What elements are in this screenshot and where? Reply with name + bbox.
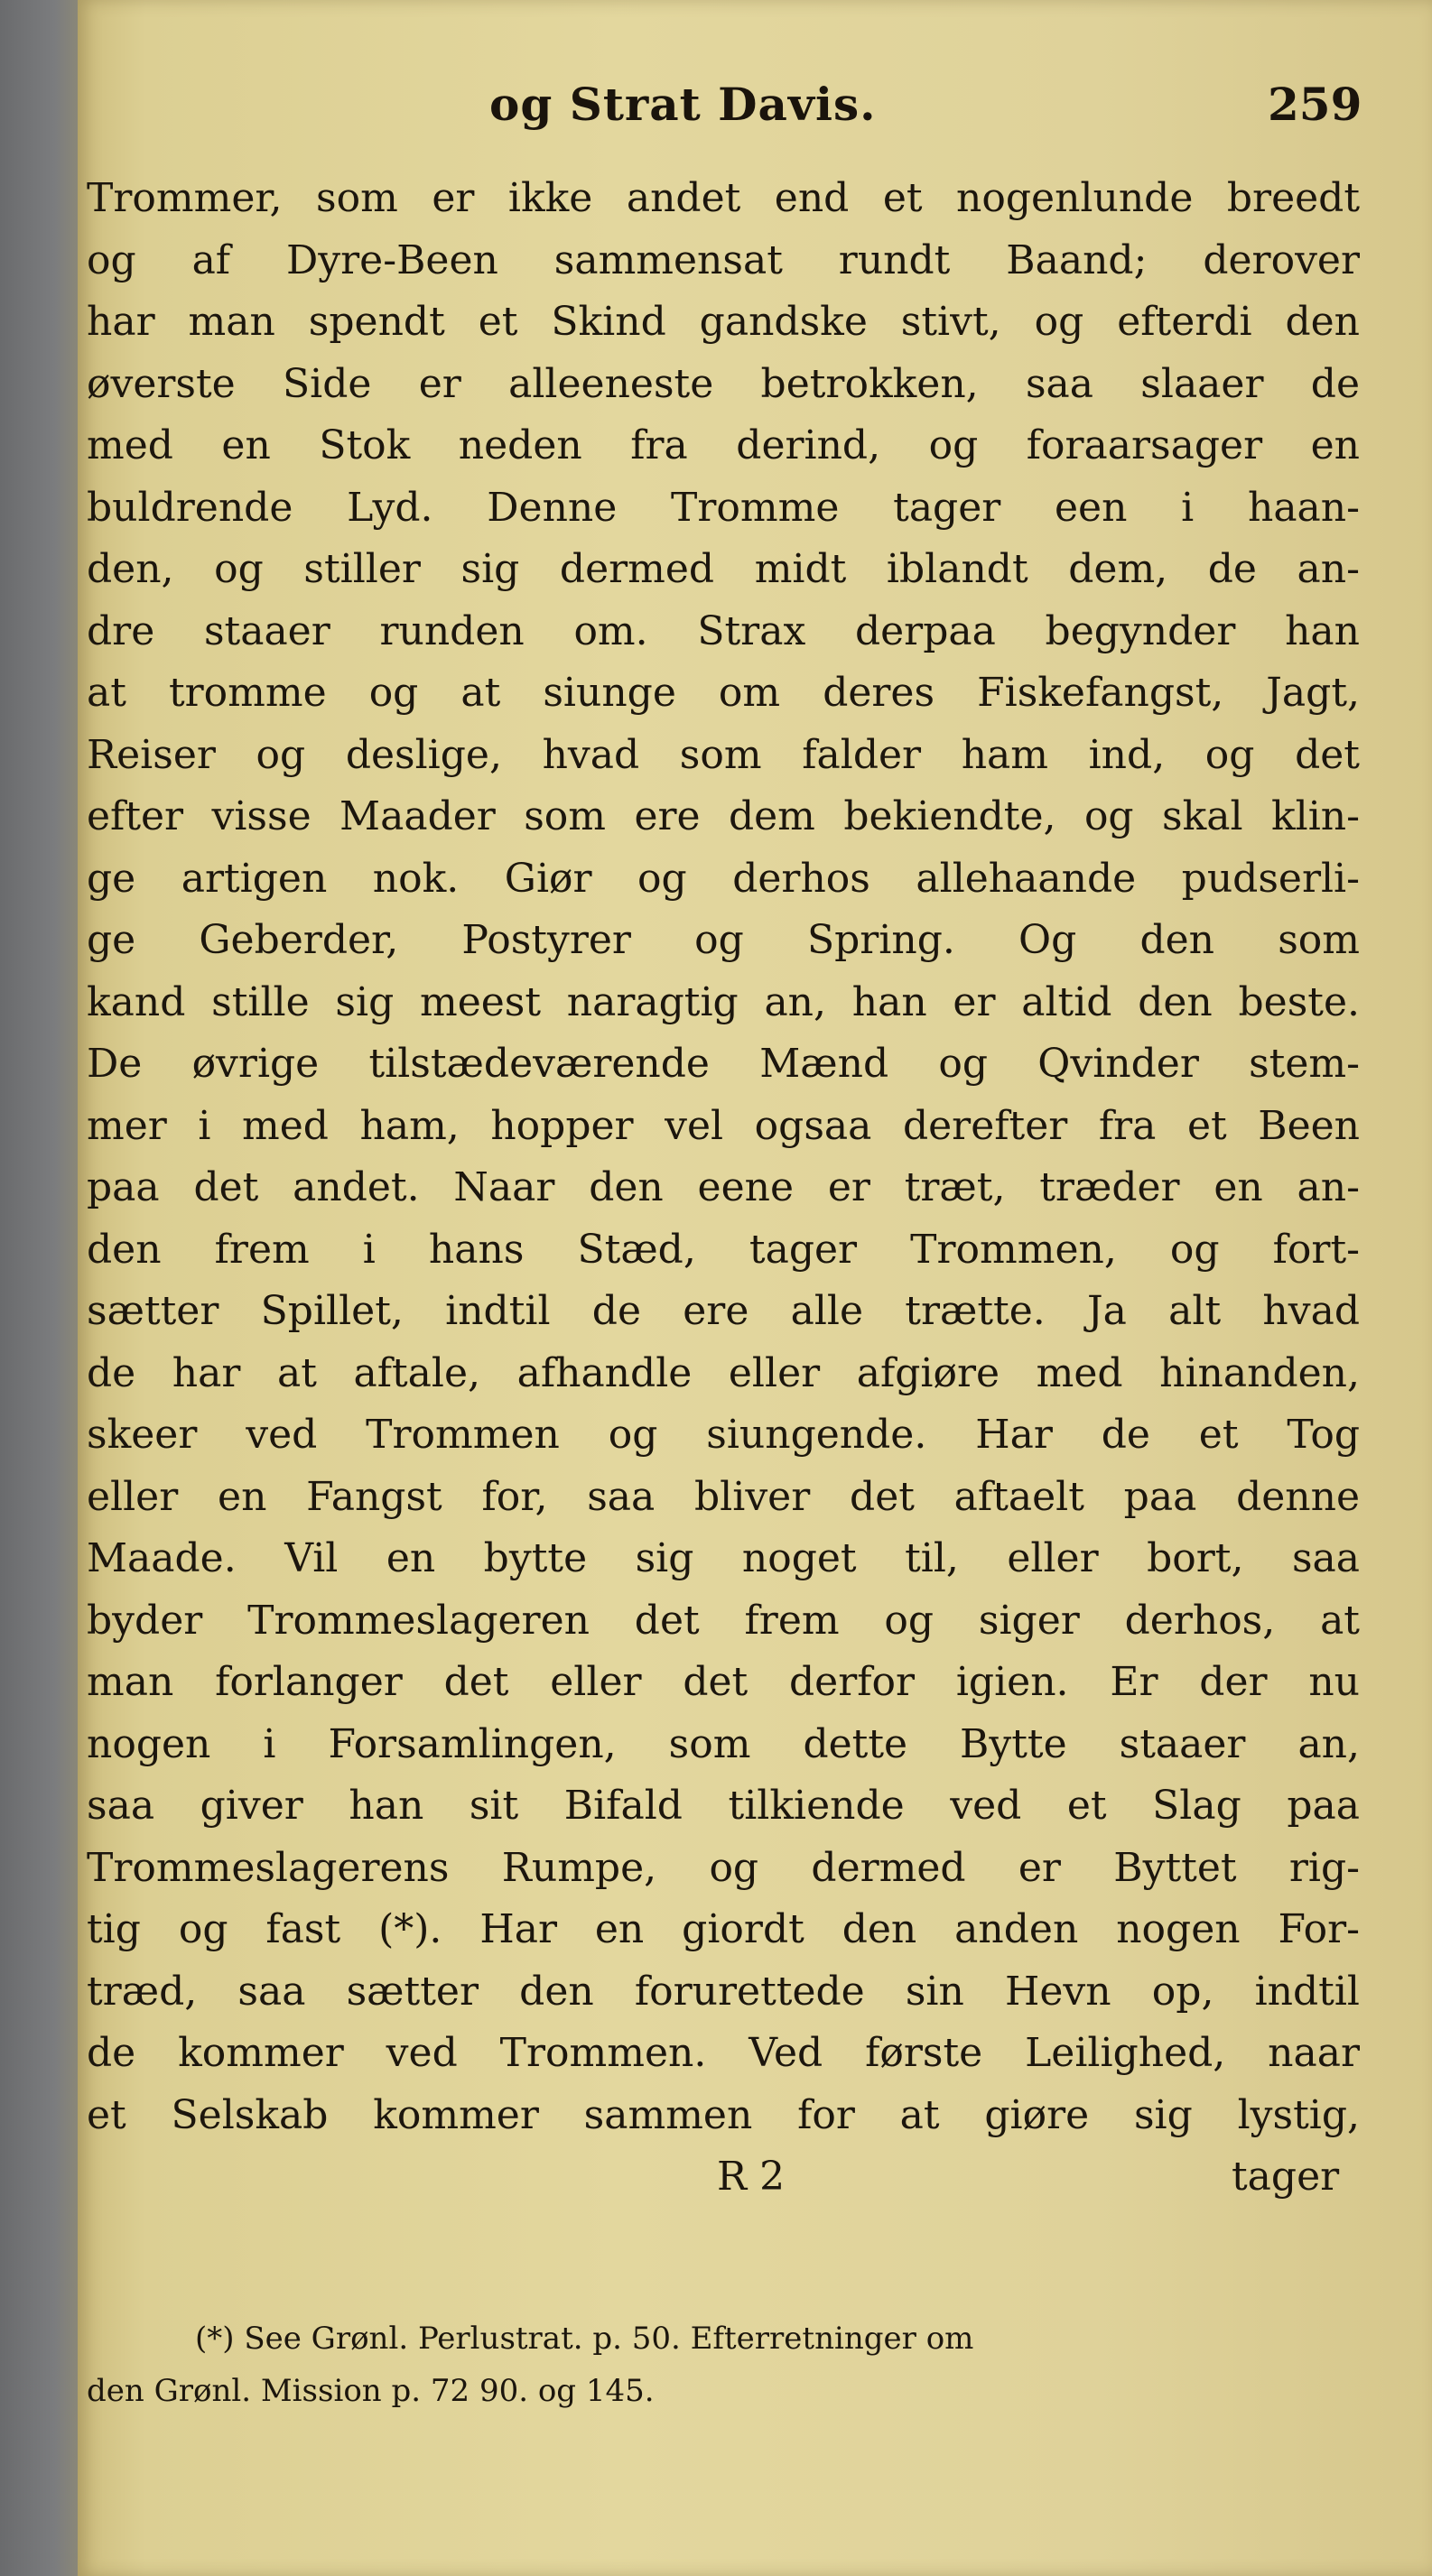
text-line: tig og fast (*). Har en giordt den anden nogen For- bbox=[87, 1906, 1360, 1952]
text-line: at tromme og at siunge om deres Fiskefangst, Jagt, bbox=[87, 670, 1360, 716]
text-line: eller en Fangst for, saa bliver det aftaelt paa denne bbox=[87, 1473, 1360, 1520]
page-header bbox=[78, 72, 1432, 153]
text-line: dre staaer runden om. Strax derpaa begynder han bbox=[87, 607, 1360, 654]
text-line: og af Dyre-Been sammensat rundt Baand; derover bbox=[87, 236, 1360, 283]
text-line: har man spendt et Skind gandske stivt, og efterdi den bbox=[87, 299, 1360, 345]
text-line: mer i med ham, hopper vel ogsaa derefter fra et Been bbox=[87, 1102, 1360, 1149]
page-number: 259 bbox=[1268, 78, 1362, 131]
text-line: Trommeslagerens Rumpe, og dermed er Byttet rig- bbox=[87, 1844, 1360, 1891]
signature-row bbox=[87, 2146, 1360, 2209]
text-line: ge Geberder, Postyrer og Spring. Og den som bbox=[87, 917, 1360, 963]
text-line: Trommer, som er ikke andet end et nogenlunde breedt bbox=[87, 175, 1360, 221]
footnote bbox=[87, 2312, 1360, 2417]
body-text bbox=[87, 168, 1360, 2209]
text-line: saa giver han sit Bifald tilkiende ved et Slag paa bbox=[87, 1783, 1360, 1829]
text-line: paa det andet. Naar den eene er træt, træder en an- bbox=[87, 1164, 1360, 1210]
text-line: med en Stok neden fra derind, og foraarsager en bbox=[87, 422, 1360, 468]
text-line: kand stille sig meest naragtig an, han er altid den beste. bbox=[87, 978, 1360, 1025]
text-line: sætter Spillet, indtil de ere alle trætte. Ja alt hvad bbox=[87, 1288, 1360, 1334]
text-line: træd, saa sætter den forurettede sin Hevn op, indtil bbox=[87, 1968, 1360, 2015]
catchword: tager bbox=[1232, 2154, 1340, 2200]
text-line: et Selskab kommer sammen for at giøre sig lystig, bbox=[87, 2091, 1360, 2138]
text-line: øverste Side er alleeneste betrokken, saa slaaer de bbox=[87, 360, 1360, 407]
text-line: byder Trommeslageren det frem og siger derhos, at bbox=[87, 1597, 1360, 1644]
text-line: Reiser og deslige, hvad som falder ham ind, og det bbox=[87, 731, 1360, 778]
text-line: Maade. Vil en bytte sig noget til, eller bort, saa bbox=[87, 1535, 1360, 1581]
text-line: de kommer ved Trommen. Ved første Leilighed, naar bbox=[87, 2030, 1360, 2076]
text-line: den frem i hans Stæd, tager Trommen, og fort- bbox=[87, 1226, 1360, 1273]
text-line: buldrende Lyd. Denne Tromme tager een i haan- bbox=[87, 484, 1360, 531]
footnote-line: den Grønl. Mission p. 72 90. og 145. bbox=[87, 2373, 655, 2409]
text-line: efter visse Maader som ere dem bekiendte, og skal klin- bbox=[87, 793, 1360, 839]
book-page bbox=[78, 0, 1432, 2576]
text-line: skeer ved Trommen og siungende. Har de et Tog bbox=[87, 1412, 1360, 1458]
scan-gutter bbox=[0, 0, 78, 2576]
text-line: nogen i Forsamlingen, som dette Bytte staaer an, bbox=[87, 1720, 1360, 1767]
text-line: De øvrige tilstædeværende Mænd og Qvinder stem- bbox=[87, 1041, 1360, 1087]
footnote-line: (*) See Grønl. Perlustrat. p. 50. Efterretninger om bbox=[195, 2321, 974, 2357]
text-line: ge artigen nok. Giør og derhos allehaande pudserli- bbox=[87, 855, 1360, 902]
running-head: og Strat Davis. bbox=[489, 78, 877, 131]
text-line: man forlanger det eller det derfor igien. Er der nu bbox=[87, 1659, 1360, 1705]
text-line: den, og stiller sig dermed midt iblandt dem, de an- bbox=[87, 546, 1360, 592]
text-line: de har at aftale, afhandle eller afgiøre med hinanden, bbox=[87, 1349, 1360, 1396]
signature-mark: R 2 bbox=[717, 2154, 786, 2200]
